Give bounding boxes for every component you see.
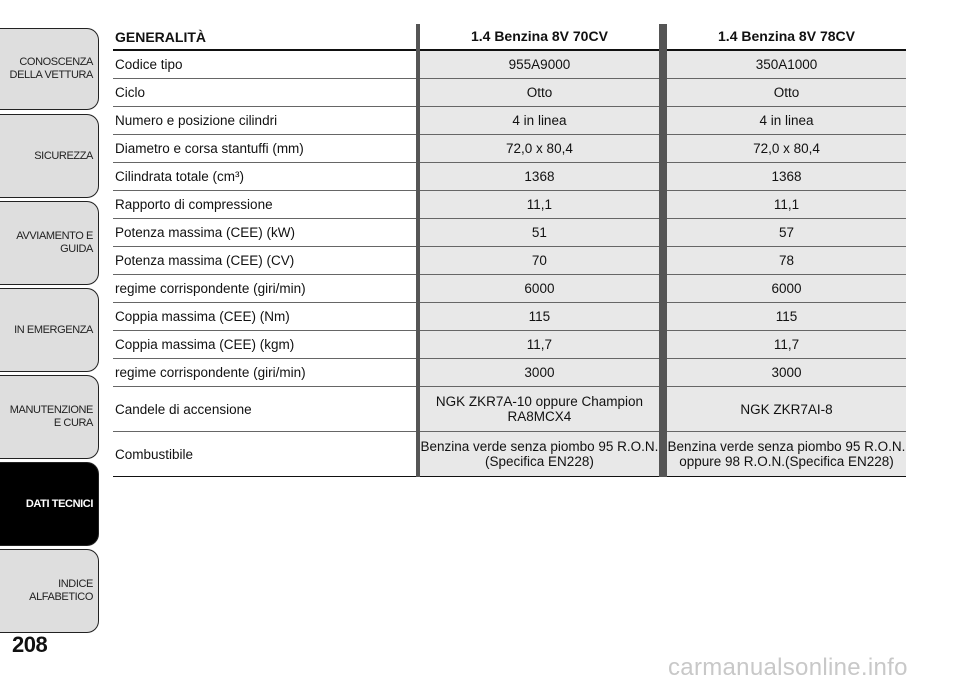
tab-in-emergenza[interactable] [0,288,99,372]
spec-value-70cv: 11,1 [418,191,663,219]
tab-manutenzione-e-cura[interactable] [0,375,99,459]
column-header-70cv: 1.4 Benzina 8V 70CV [418,24,663,50]
column-header-78cv: 1.4 Benzina 8V 78CV [663,24,906,50]
tab-avviamento-e-guida[interactable] [0,201,99,285]
spec-label: Combustibile [113,432,418,477]
table-row [113,387,906,432]
spec-label: Diametro e corsa stantuffi (mm) [113,135,418,163]
spec-label: Ciclo [113,79,418,107]
table-row [113,219,906,247]
spec-value-70cv: 72,0 x 80,4 [418,135,663,163]
spec-value-70cv: 4 in linea [418,107,663,135]
spec-value-78cv: 78 [663,247,906,275]
spec-value-78cv: 1368 [663,163,906,191]
spec-value-70cv: Benzina verde senza piombo 95 R.O.N. (Specifica EN228) [418,432,663,477]
table-row [113,135,906,163]
spec-value-78cv: 115 [663,303,906,331]
tab-label: DATI TECNICI [25,497,93,510]
spec-value-70cv: 51 [418,219,663,247]
table-row [113,79,906,107]
page-number: 208 [12,632,48,657]
spec-label: Numero e posizione cilindri [113,107,418,135]
spec-value-78cv: 11,7 [663,331,906,359]
spec-value-70cv: 3000 [418,359,663,387]
spec-value-70cv: 115 [418,303,663,331]
watermark: carmanualsonline.info [668,654,908,681]
spec-label: Cilindrata totale (cm³) [113,163,418,191]
spec-value-70cv: NGK ZKR7A-10 oppure Champion RA8MCX4 [418,387,663,432]
table-row [113,275,906,303]
spec-value-78cv: 11,1 [663,191,906,219]
spec-label: Potenza massima (CEE) (kW) [113,219,418,247]
table-row [113,191,906,219]
table-row [113,432,906,477]
spec-label: Rapporto di compressione [113,191,418,219]
table-row [113,107,906,135]
table-row [113,303,906,331]
spec-value-70cv: 955A9000 [418,50,663,79]
tab-dati-tecnici[interactable] [0,462,99,546]
spec-label: Candele di accensione [113,387,418,432]
tab-sicurezza[interactable] [0,114,99,198]
spec-value-70cv: 1368 [418,163,663,191]
tab-conoscenza-della-vettura[interactable] [0,28,99,110]
column-header-generalita: GENERALITÀ [113,24,418,50]
spec-value-78cv: 72,0 x 80,4 [663,135,906,163]
table-header-row [113,24,906,50]
engine-specs-table [113,24,906,477]
spec-label: Coppia massima (CEE) (kgm) [113,331,418,359]
tab-indice-alfabetico[interactable] [0,549,99,633]
table-row [113,359,906,387]
spec-value-78cv: 4 in linea [663,107,906,135]
tab-label: SICUREZZA [34,149,93,162]
spec-label: Codice tipo [113,50,418,79]
tab-label: INDICE ALFABETICO [29,578,93,603]
spec-value-78cv: Benzina verde senza piombo 95 R.O.N. oppure 98 R.O.N.(Specifica EN228) [663,432,906,477]
tab-label: MANUTENZIONE E CURA [9,404,93,429]
spec-value-78cv: 350A1000 [663,50,906,79]
spec-value-78cv: 3000 [663,359,906,387]
sidebar [0,0,100,686]
tab-label: CONOSCENZA DELLA VETTURA [9,56,93,81]
tab-label: AVVIAMENTO E GUIDA [16,230,93,255]
spec-value-78cv: Otto [663,79,906,107]
spec-value-70cv: 6000 [418,275,663,303]
table-row [113,247,906,275]
table-row [113,163,906,191]
table-row [113,50,906,79]
spec-label: regime corrispondente (giri/min) [113,359,418,387]
spec-value-78cv: NGK ZKR7AI-8 [663,387,906,432]
tab-label: IN EMERGENZA [14,323,93,336]
spec-value-70cv: 11,7 [418,331,663,359]
table-row [113,331,906,359]
spec-value-70cv: Otto [418,79,663,107]
spec-label: Potenza massima (CEE) (CV) [113,247,418,275]
spec-value-70cv: 70 [418,247,663,275]
spec-label: Coppia massima (CEE) (Nm) [113,303,418,331]
spec-value-78cv: 6000 [663,275,906,303]
table-body [113,50,906,477]
spec-label: regime corrispondente (giri/min) [113,275,418,303]
spec-value-78cv: 57 [663,219,906,247]
